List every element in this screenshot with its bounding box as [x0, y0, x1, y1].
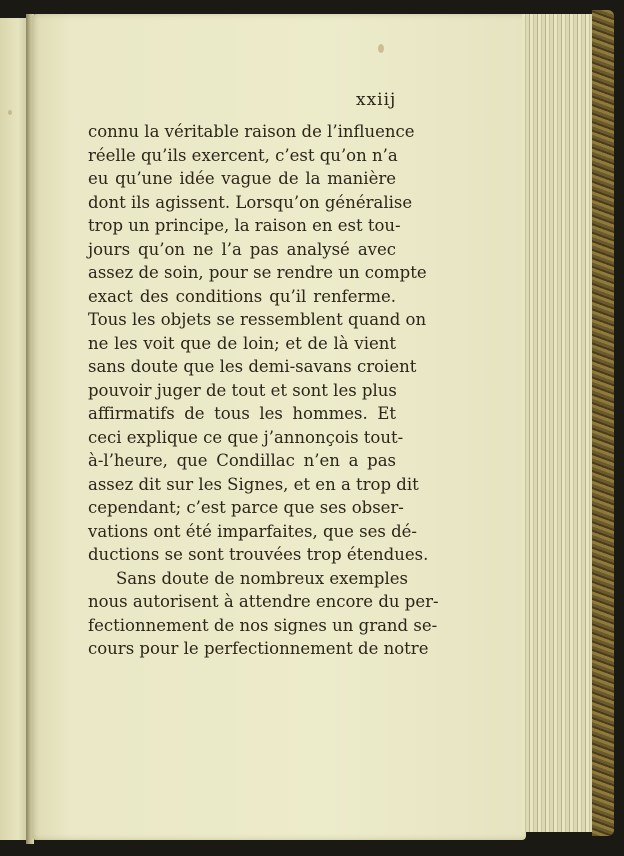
text-line: trop un principe, la raison en est tou- [88, 216, 401, 235]
text-line: nous autorisent à attendre encore du per- [88, 592, 439, 611]
text-line: affirmatifs de tous les hommes. Et [88, 404, 396, 423]
paragraph-first-line: Sans doute de nombreux exemples [116, 568, 408, 588]
text-line: fectionnement de nos signes un grand se- [88, 615, 438, 635]
text-line: dont ils agissent. Lorsqu’on généralise [88, 192, 413, 212]
text-line: cours pour le perfectionnement de notre [88, 639, 429, 658]
text-line: Tous les objets se ressemblent quand on [88, 310, 427, 329]
text-line: assez de soin, pour se rendre un compte [88, 263, 427, 282]
page-block-edges [522, 14, 602, 832]
text-line: vations ont été imparfaites, que ses dé- [88, 521, 418, 541]
text-line: sans doute que les demi-savans croient [88, 357, 417, 376]
page-number: xxiij [356, 90, 397, 110]
text-line: ne les voit que de loin; et de là vient [88, 333, 396, 353]
text-line: ceci explique ce que j’annonçois tout- [88, 427, 404, 447]
text-line: ductions se sont trouvées trop étendues. [88, 545, 429, 564]
text-line: à-l’heure, que Condillac n’en a pas [88, 451, 396, 470]
text-line: jours qu’on ne l’a pas analysé avec [88, 239, 396, 259]
foxing-spot [8, 110, 12, 115]
text-line: assez dit sur les Signes, et en a trop dit [88, 474, 419, 494]
text-line: connu la véritable raison de l’influence [88, 122, 415, 141]
text-line: eu qu’une idée vague de la manière [88, 169, 396, 188]
text-line: exact des conditions qu’il renferme. [88, 286, 396, 306]
text-line: réelle qu’ils exercent, c’est qu’on n’a [88, 145, 398, 165]
marbled-cover-edge [592, 10, 614, 836]
body-text [88, 120, 439, 661]
text-line: cependant; c’est parce que ses obser- [88, 498, 404, 517]
foxing-spot [378, 44, 384, 53]
text-line: pouvoir juger de tout et sont les plus [88, 380, 397, 400]
